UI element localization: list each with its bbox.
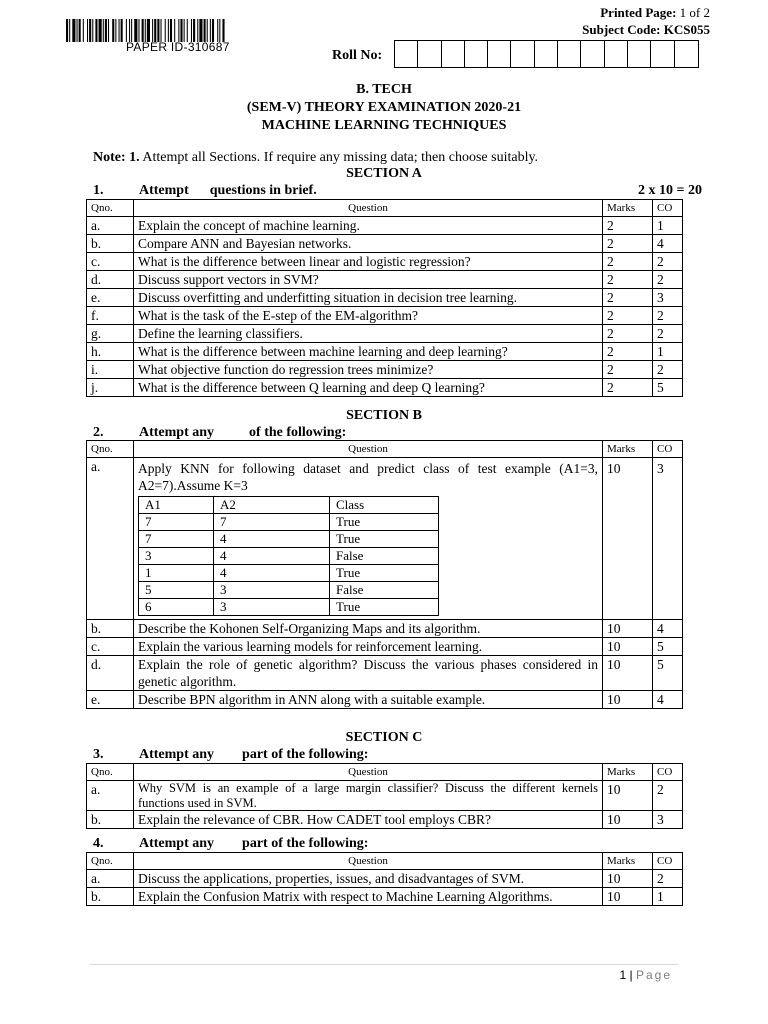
knn-cell: False [330, 582, 439, 599]
knn-row [139, 565, 439, 582]
question-4-table [86, 852, 683, 906]
note [93, 150, 538, 166]
question-3-number: 3. [93, 747, 104, 762]
co-cell: 2 [653, 361, 683, 379]
marks-cell: 2 [603, 307, 653, 325]
barcode-bar [131, 19, 132, 42]
barcode-bar [112, 19, 114, 42]
marks-cell: 10 [603, 781, 653, 811]
barcode-bar [210, 19, 211, 42]
subject-code: Subject Code: KCS055 [582, 22, 710, 37]
roll-no-box[interactable] [651, 41, 674, 67]
roll-no-box[interactable] [535, 41, 558, 67]
header-marks: Marks [603, 853, 653, 870]
qno-cell: b. [87, 888, 134, 906]
roll-no-box[interactable] [675, 41, 698, 67]
co-cell: 3 [653, 458, 683, 620]
footer-separator: | [629, 968, 633, 982]
co-cell: 2 [653, 781, 683, 811]
marks-cell: 2 [603, 235, 653, 253]
table-row [87, 870, 683, 888]
co-cell: 5 [653, 379, 683, 397]
co-cell: 2 [653, 870, 683, 888]
question-2-number: 2. [93, 425, 104, 440]
question-1-instruction: Attempt questions in brief. [139, 183, 317, 198]
roll-no-box[interactable] [558, 41, 581, 67]
barcode-bar [134, 19, 137, 42]
knn-cell: 7 [139, 531, 214, 548]
header-co: CO [653, 764, 683, 781]
barcode-bar [138, 19, 139, 42]
barcode-bar [217, 19, 218, 42]
qno-cell: i. [87, 361, 134, 379]
table-header-row [87, 441, 683, 458]
co-cell: 2 [653, 271, 683, 289]
section-b-title: SECTION B [346, 408, 422, 423]
question-cell: Explain the Confusion Matrix with respect to Machine Learning Algorithms. [134, 888, 603, 906]
question-1-number: 1. [93, 183, 104, 198]
barcode-bar [212, 19, 214, 42]
knn-cell: True [330, 599, 439, 616]
note-label: Note: [93, 150, 126, 165]
roll-no-box[interactable] [395, 41, 418, 67]
knn-row [139, 548, 439, 565]
knn-cell: True [330, 514, 439, 531]
printed-page-label: Printed Page: [600, 5, 677, 20]
qno-cell: d. [87, 271, 134, 289]
knn-cell: 3 [139, 548, 214, 565]
qno-cell: f. [87, 307, 134, 325]
header-marks: Marks [603, 764, 653, 781]
knn-header-cell: A2 [214, 497, 330, 514]
knn-cell: 4 [214, 565, 330, 582]
roll-no-box[interactable] [581, 41, 604, 67]
roll-no-box[interactable] [488, 41, 511, 67]
barcode-bar [92, 19, 93, 42]
qno-cell: b. [87, 235, 134, 253]
barcode-bar [219, 19, 220, 42]
barcode-bar [207, 19, 208, 42]
note-num: 1. [129, 150, 140, 165]
marks-cell: 10 [603, 638, 653, 656]
roll-no-label: Roll No: [332, 48, 383, 63]
barcode-bar [168, 19, 169, 42]
qno-cell: j. [87, 379, 134, 397]
question-cell: What is the difference between machine learning and deep learning? [134, 343, 603, 361]
co-cell: 1 [653, 888, 683, 906]
degree-title: B. TECH [356, 82, 412, 97]
barcode-bar [119, 19, 120, 42]
knn-header-row [139, 497, 439, 514]
printed-page-value: 1 of 2 [679, 5, 710, 20]
question-cell: What objective function do regression trees minimize? [134, 361, 603, 379]
question-cell: Discuss support vectors in SVM? [134, 271, 603, 289]
knn-cell: False [330, 548, 439, 565]
barcode-bar [147, 19, 150, 42]
table-row [87, 343, 683, 361]
marks-cell: 2 [603, 253, 653, 271]
question-text: Apply KNN for following dataset and predict class of test example (A1=3, A2=7).Assume K=3 [138, 461, 598, 493]
barcode-bar [126, 19, 127, 42]
knn-dataset-table [138, 496, 439, 616]
co-cell: 4 [653, 620, 683, 638]
page-number: 1 [619, 968, 627, 982]
knn-cell: 3 [214, 582, 330, 599]
barcode-bar [180, 19, 182, 42]
barcode-bar [77, 19, 78, 42]
barcode [66, 19, 294, 42]
header-qno: Qno. [87, 853, 134, 870]
co-cell: 4 [653, 235, 683, 253]
footer-divider [90, 964, 678, 965]
qno-cell: b. [87, 620, 134, 638]
knn-cell: 6 [139, 599, 214, 616]
qno-cell: d. [87, 656, 134, 691]
barcode-bar [121, 19, 123, 42]
header-co: CO [653, 200, 683, 217]
knn-row [139, 582, 439, 599]
barcode-bar [165, 19, 166, 42]
marks-cell: 2 [603, 217, 653, 235]
question-4-instruction: Attempt any part of the following: [139, 836, 369, 851]
qno-cell: b. [87, 811, 134, 829]
barcode-bar [87, 19, 88, 42]
section-a-table [86, 199, 683, 397]
barcode-bar [178, 19, 179, 42]
co-cell: 1 [653, 217, 683, 235]
barcode-bar [66, 19, 68, 42]
table-row [87, 781, 683, 811]
qno-cell: a. [87, 458, 134, 620]
marks-cell: 2 [603, 325, 653, 343]
header-qno: Qno. [87, 764, 134, 781]
question-cell: Why SVM is an example of a large margin classifier? Discuss the different kernels functions used in SVM. [134, 781, 603, 811]
knn-cell: True [330, 565, 439, 582]
co-cell: 2 [653, 325, 683, 343]
marks-cell: 10 [603, 888, 653, 906]
marks-cell: 10 [603, 458, 653, 620]
knn-cell: 4 [214, 548, 330, 565]
roll-no-box[interactable] [511, 41, 534, 67]
barcode-bar [161, 19, 162, 42]
page-footer [619, 968, 672, 982]
table-row [87, 656, 683, 691]
printed-page [600, 5, 710, 21]
co-cell: 2 [653, 253, 683, 271]
header-qno: Qno. [87, 441, 134, 458]
qno-cell: g. [87, 325, 134, 343]
barcode-bar [69, 19, 70, 42]
qno-cell: a. [87, 217, 134, 235]
qno-cell: a. [87, 781, 134, 811]
marks-cell: 10 [603, 656, 653, 691]
paper-id: PAPER ID-310687 [126, 40, 230, 54]
header-marks: Marks [603, 200, 653, 217]
question-cell: What is the difference between linear and logistic regression? [134, 253, 603, 271]
table-row [87, 289, 683, 307]
question-3-instruction: Attempt any part of the following: [139, 747, 369, 762]
table-header-row [87, 764, 683, 781]
subject-title: MACHINE LEARNING TECHNIQUES [261, 118, 507, 133]
barcode-bar [142, 19, 144, 42]
table-row [87, 379, 683, 397]
qno-cell: h. [87, 343, 134, 361]
roll-no-boxes[interactable] [394, 40, 699, 68]
barcode-bar [152, 19, 153, 42]
table-row [87, 235, 683, 253]
barcode-bar [222, 19, 224, 42]
marks-cell: 2 [603, 271, 653, 289]
qno-cell: e. [87, 289, 134, 307]
exam-title: (SEM-V) THEORY EXAMINATION 2020-21 [246, 100, 522, 115]
barcode-bar [170, 19, 172, 42]
knn-header-cell: Class [330, 497, 439, 514]
qno-cell: c. [87, 638, 134, 656]
table-row [87, 458, 683, 620]
barcode-bar [99, 19, 102, 42]
knn-cell: 5 [139, 582, 214, 599]
header-question: Question [134, 764, 603, 781]
note-text: Attempt all Sections. If require any missing data; then choose suitably. [142, 150, 539, 165]
barcode-bar [115, 19, 116, 42]
table-row [87, 271, 683, 289]
question-cell: Discuss overfitting and underfitting situation in decision tree learning. [134, 289, 603, 307]
question-cell: Compare ANN and Bayesian networks. [134, 235, 603, 253]
table-row [87, 307, 683, 325]
question-cell: What is the task of the E-step of the EM-algorithm? [134, 307, 603, 325]
knn-row [139, 514, 439, 531]
question-cell: What is the difference between Q learning and deep Q learning? [134, 379, 603, 397]
knn-cell: 7 [214, 514, 330, 531]
header-question: Question [134, 853, 603, 870]
question-cell: Explain the relevance of CBR. How CADET tool employs CBR? [134, 811, 603, 829]
table-header-row [87, 853, 683, 870]
header-co: CO [653, 853, 683, 870]
header-marks: Marks [603, 441, 653, 458]
question-4-number: 4. [93, 836, 104, 851]
barcode-bar [103, 19, 104, 42]
section-b-table [86, 440, 683, 709]
question-2-instruction: Attempt any of the following: [139, 425, 347, 440]
header-qno: Qno. [87, 200, 134, 217]
table-row [87, 811, 683, 829]
barcode-bar [191, 19, 192, 42]
knn-cell: 4 [214, 531, 330, 548]
table-row [87, 888, 683, 906]
co-cell: 1 [653, 343, 683, 361]
knn-row [139, 599, 439, 616]
knn-cell: 7 [139, 514, 214, 531]
qno-cell: a. [87, 870, 134, 888]
marks-cell: 2 [603, 289, 653, 307]
roll-no-box[interactable] [418, 41, 441, 67]
header-question: Question [134, 200, 603, 217]
table-row [87, 325, 683, 343]
barcode-bar [79, 19, 81, 42]
question-cell: Explain the various learning models for reinforcement learning. [134, 638, 603, 656]
roll-no-box[interactable] [465, 41, 488, 67]
knn-row [139, 531, 439, 548]
table-row [87, 253, 683, 271]
co-cell: 2 [653, 307, 683, 325]
roll-no-box[interactable] [628, 41, 651, 67]
section-c-title: SECTION C [345, 730, 423, 745]
question-1-total-marks: 2 x 10 = 20 [638, 183, 702, 198]
co-cell: 3 [653, 289, 683, 307]
barcode-bar [154, 19, 156, 42]
co-cell: 5 [653, 638, 683, 656]
barcode-bar [83, 19, 84, 42]
table-row [87, 361, 683, 379]
co-cell: 4 [653, 691, 683, 709]
barcode-bar [204, 19, 206, 42]
knn-cell: 1 [139, 565, 214, 582]
question-cell: Explain the concept of machine learning. [134, 217, 603, 235]
roll-no-box[interactable] [605, 41, 628, 67]
barcode-bar [129, 19, 130, 42]
barcode-bar [174, 19, 175, 42]
barcode-bar [72, 19, 75, 42]
question-cell: Discuss the applications, properties, issues, and disadvantages of SVM. [134, 870, 603, 888]
knn-cell: 3 [214, 599, 330, 616]
qno-cell: c. [87, 253, 134, 271]
co-cell: 3 [653, 811, 683, 829]
header-question: Question [134, 441, 603, 458]
barcode-bar [199, 19, 202, 42]
barcode-bar [187, 19, 188, 42]
marks-cell: 10 [603, 691, 653, 709]
table-row [87, 217, 683, 235]
question-cell: Describe the Kohonen Self-Organizing Maps and its algorithm. [134, 620, 603, 638]
barcode-bar [145, 19, 146, 42]
marks-cell: 2 [603, 361, 653, 379]
barcode-bar [197, 19, 198, 42]
marks-cell: 10 [603, 811, 653, 829]
co-cell: 5 [653, 656, 683, 691]
barcode-bar [108, 19, 109, 42]
barcode-bar [157, 19, 159, 42]
knn-header-cell: A1 [139, 497, 214, 514]
barcode-bar [184, 19, 185, 42]
question-cell: Explain the role of genetic algorithm? Discuss the various phases considered in genetic algorithm. [134, 656, 603, 691]
marks-cell: 2 [603, 343, 653, 361]
roll-no-box[interactable] [442, 41, 465, 67]
table-row [87, 638, 683, 656]
page-word: Page [635, 968, 672, 982]
question-cell: Describe BPN algorithm in ANN along with a suitable example. [134, 691, 603, 709]
qno-cell: e. [87, 691, 134, 709]
question-3-table [86, 763, 683, 829]
table-header-row [87, 200, 683, 217]
barcode-bar [95, 19, 97, 42]
section-a-title: SECTION A [346, 166, 422, 181]
table-row [87, 691, 683, 709]
barcode-bar [89, 19, 91, 42]
table-row [87, 620, 683, 638]
question-cell [134, 458, 603, 620]
knn-cell: True [330, 531, 439, 548]
header-co: CO [653, 441, 683, 458]
marks-cell: 10 [603, 870, 653, 888]
barcode-bar [193, 19, 195, 42]
question-cell: Define the learning classifiers. [134, 325, 603, 343]
marks-cell: 2 [603, 379, 653, 397]
barcode-bar [105, 19, 107, 42]
marks-cell: 10 [603, 620, 653, 638]
